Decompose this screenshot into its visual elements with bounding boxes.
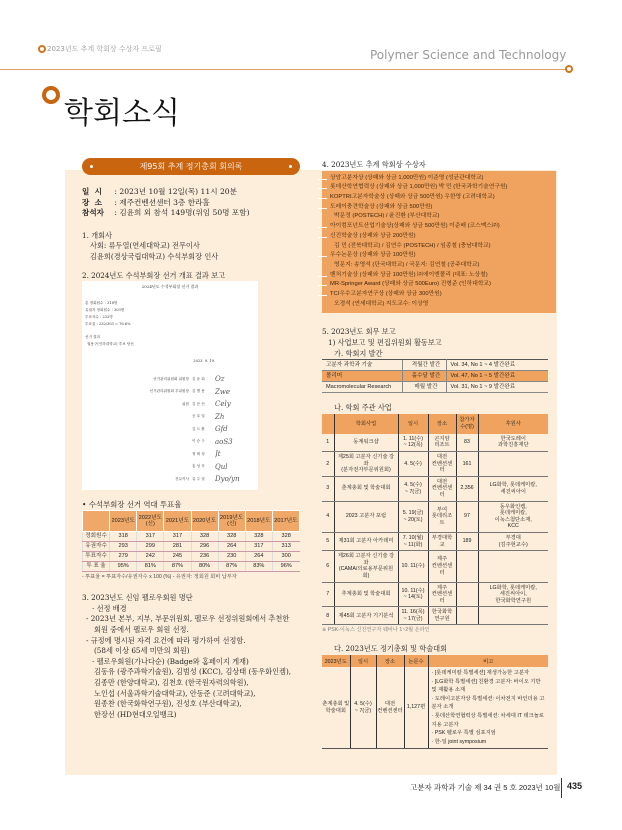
table-cell: 고분자 과학과 기술 [322, 360, 402, 371]
signer-row [85, 398, 255, 411]
signature: Qul [215, 462, 228, 471]
table-cell: 대전 컨벤션센터 [376, 667, 404, 749]
text-line: 사회: 류두열(연세대학교) 전무이사 [90, 241, 200, 251]
text-line: 김종만 (한양대학교), 김천호 (한국원자력의학원), [94, 678, 249, 687]
column-header: 후원사 [478, 414, 548, 434]
table-cell: 추계총회 및 학술대회 [334, 582, 398, 607]
awards-list [322, 171, 556, 314]
column-header: 일시 [398, 414, 428, 434]
table-cell: 80% [191, 562, 218, 572]
table-cell: 제31회 고분자 아카데미 [334, 532, 398, 550]
signer-name: 김 문 선 [192, 401, 205, 406]
table-row [322, 360, 548, 371]
signer-row [85, 473, 255, 486]
note-line: · 롯데산학연협력상 특별세션: 차세대 IT 테크놀로지용 고분자 [431, 713, 544, 728]
note-line: · [LG화학 특별세션] 친환경 고분자: 바이오 기반 및 재활용 소재 [431, 678, 541, 694]
subheading: 나. 학회 주관 사업 [334, 403, 392, 413]
signature: Jt [215, 450, 221, 459]
table-cell: 2,356 [456, 476, 478, 501]
signer-role: 선거관리위원회 위원장 [153, 376, 189, 381]
subheading: 다. 2023년도 정기총회 및 학술대회 [334, 644, 448, 654]
colon: : [112, 197, 120, 207]
table-note: - 투표율 = 투표자수/유권자수 x 100 (%) - 유권자: 정회원 회비 납부자 [82, 574, 237, 581]
table-cell: 328 [245, 532, 272, 542]
column-header: 2023년도 [110, 511, 137, 532]
signer-name: 김 도 환 [192, 426, 205, 431]
text-line: (58세 이상 65세 미만의 회원) [94, 646, 190, 656]
meeting-info [82, 187, 308, 219]
column-header: 학회사업 [334, 414, 398, 434]
footer-issue: 고분자 과학과 기술 제 34 권 5 호 2023년 10월 [410, 783, 561, 792]
table-cell: 5. 19(금) ~ 20(토) [398, 501, 428, 532]
info-label: 장 소 [82, 197, 102, 207]
table-cell: 83 [456, 434, 478, 452]
table-cell: Vol. 47, No 1 ~ 5 발간완료 [446, 371, 548, 382]
column-header: 비고 [428, 655, 548, 667]
journal-table [322, 359, 548, 393]
table-cell: 95% [110, 562, 137, 572]
info-value: 제주컨벤션센터 3층 한라홀 [119, 197, 210, 207]
signer-row [85, 448, 255, 461]
column-header: 참가자 수(명) [456, 414, 478, 434]
table-row [322, 452, 548, 477]
table-cell: 83% [245, 562, 272, 572]
table-cell: LG화학, 롯데케미칼, 세진씨아이 [478, 476, 548, 501]
signer-row [85, 461, 255, 474]
table-cell: Vol. 34, No 1 ~ 4 발간완료 [446, 360, 548, 371]
table-cell: 부여 롯데리조트 [428, 501, 456, 532]
right-column [322, 158, 556, 749]
column-header [322, 414, 334, 434]
table-cell: 245 [164, 552, 191, 562]
info-label: 참석자 [82, 208, 105, 218]
award-item: 우수논문상 (상패와 상금 100만원) [322, 251, 556, 261]
scan-line: 투표율 : 232/303 = 76.6% [85, 322, 131, 327]
column-header: 2020년도 [191, 511, 218, 532]
rule-end-dot-icon [565, 65, 573, 73]
table-cell: 6 [322, 551, 334, 582]
scan-line: 선거 결과 [85, 335, 101, 340]
scan-date: 2023. 9. 19. [193, 359, 215, 364]
column-header: 일시 [350, 655, 376, 667]
kicker-dot-icon [38, 45, 46, 53]
table-cell: 299 [137, 542, 164, 552]
award-item: 벤처기술상 (상패와 상금 100만원) ㈜에이엔폴리 (대표: 노상철) [322, 271, 556, 281]
table-cell: 8 [322, 607, 334, 625]
table-cell: 홀수달 발간 [402, 371, 446, 382]
conference-table [322, 655, 548, 749]
fellows-section [82, 593, 308, 720]
column-header: 2021년도 [164, 511, 191, 532]
table-cell: 87% [218, 562, 245, 572]
page-number: 435 [567, 781, 583, 791]
notes-cell [428, 667, 548, 749]
signer-name: 홍 성 욱 [192, 464, 205, 469]
signer-name: 공 호 열 [192, 414, 205, 419]
signature: Cely [215, 400, 231, 409]
signer-row [85, 411, 255, 424]
text-line: · 펠로우회원(가나다순) (Badge와 홈페이지 게재) [92, 656, 249, 666]
text-line: 한장선 (HD현대오일뱅크) [94, 709, 177, 719]
table-cell [456, 582, 478, 607]
signer-role: 위원 [182, 401, 189, 406]
signer-row [85, 423, 255, 436]
table-cell: 7 [322, 582, 334, 607]
table-cell: 317 [164, 532, 191, 542]
text-line: · 선정 배경 [92, 603, 127, 613]
award-recipients: 오경석 (연세대학교) 지도교수: 이상영 [334, 300, 429, 307]
table-cell: 97 [456, 501, 478, 532]
table-cell: 87% [164, 562, 191, 572]
table-row [83, 542, 300, 552]
table-cell: 3 [322, 476, 334, 501]
table-cell: 매월 발간 [402, 382, 446, 393]
table-row [83, 562, 300, 572]
table-cell: 동계워크샵 [334, 434, 398, 452]
table-note: ※ PSK-이녹스 신진연구자 웨비나 1~2월 온라인 [322, 627, 430, 634]
award-item: 신진학술상 (상패와 상금 200만원) [322, 232, 556, 242]
table-cell: 한국도레이 과학진흥재단 [478, 434, 548, 452]
table-cell: 제45회 고분자 기기분석 [334, 607, 398, 625]
table-cell [456, 607, 478, 625]
table-cell [478, 452, 548, 477]
table-cell: 313 [272, 542, 299, 552]
scan-line: 유권자 정회원수 : 303명 [85, 308, 125, 313]
row-header: 투표자수 [83, 552, 110, 562]
table-cell [456, 551, 478, 582]
table-row [322, 476, 548, 501]
table-row [322, 582, 548, 607]
award-item: 롯데산학연협력상 (상패와 상금 1,000만원) 박 민 (한국과학기술연구원) [322, 183, 556, 193]
table-cell: 293 [110, 542, 137, 552]
table-cell: LG화학, 롯데케미칼, 세진씨아이, 한국화학연구원 [478, 582, 548, 607]
signature: aoS3 [215, 437, 233, 446]
text-line: - 2023년 본부, 지부, 부문위원회, 펠로우 선정위원회에서 추천한 [86, 614, 290, 624]
table-row [322, 434, 548, 452]
column-header: 2017년도 [272, 511, 299, 532]
section-heading: 2. 2024년도 수석부회장 선거 개표 결과 보고 [82, 270, 226, 280]
table-cell: 1. 11(수) ~ 12(목) [398, 434, 428, 452]
section-heading: 5. 2023년도 회무 보고 [322, 327, 396, 337]
table-cell: 동우화인켐, 롯데케미칼, 이녹스첨단소재, KCC [478, 501, 548, 532]
section-heading: 1. 개회사 [82, 230, 112, 240]
table-cell: 10. 11(수) ~ 14(토) [398, 582, 428, 607]
signer-role: 선거관리위원회 부위원장 [149, 389, 189, 394]
table-row [322, 532, 548, 550]
info-row [82, 187, 308, 198]
meeting-banner: 제95회 추계 정기총회 회의록 [82, 158, 300, 175]
signer-list [85, 373, 255, 486]
info-row [82, 198, 308, 209]
table-cell: 춘계총회 및 학술대회 [322, 667, 350, 749]
table-caption: • 수석부회장 선거 역대 투표율 [82, 499, 182, 509]
award-item: KOPTRI고분자학술상 (상패와 상금 500만원) 우한영 (고려대학교) [322, 193, 556, 203]
note-line: · 한-일 joint symposium [431, 738, 487, 745]
signature: Dyo/yn [215, 475, 240, 484]
table-cell: 곤지암 리조트 [428, 434, 456, 452]
signer-row [85, 373, 255, 386]
scan-title: 2024년도 수석부회장 선거 결과 [141, 284, 199, 290]
section-report [322, 327, 556, 359]
table-cell: 328 [272, 532, 299, 542]
text-line: 김윤희(경상국립대학교) 수석부회장 인사 [90, 251, 219, 261]
text-line: 회원 중에서 펠로우 회원 선정. [94, 625, 189, 635]
table-cell: 1,127편 [404, 667, 428, 749]
table-cell: 7. 10(월) ~ 11(화) [398, 532, 428, 550]
info-value: 2023년 10월 12일(목) 11시 20분 [119, 187, 237, 196]
table-cell: 부경대 (김주현교수) [478, 532, 548, 550]
election-result-scan [82, 281, 258, 490]
table-cell: 318 [110, 532, 137, 542]
section-heading: 4. 2023년도 추계 학회상 수상자 [322, 160, 426, 169]
table-row [322, 551, 548, 582]
subheading: 1) 사업보고 및 편집위원회 활동보고 [328, 338, 442, 348]
row-header: 투 표 율 [83, 562, 110, 572]
table-row [322, 667, 548, 749]
signature: Gfd [215, 425, 228, 434]
table-cell: 제26회 고분자 신기술 강좌 (CAMA/의료용부문위원회) [334, 551, 398, 582]
signer-role: 전무이사 [175, 476, 189, 481]
column-header: 2022년도 (신) [137, 511, 164, 532]
header-rule [0, 69, 572, 70]
note-line: · 도레이고분자상 특별세션: 이차전지 바인더용 고분자 소개 [431, 695, 545, 711]
table-cell: 317 [137, 532, 164, 542]
table-row [83, 552, 300, 562]
table-row [322, 382, 548, 393]
ring-icon [42, 86, 60, 104]
table-cell: 대전 컨벤션센터 [428, 452, 456, 477]
table-cell: 10. 11(수) [398, 551, 428, 582]
colon: : [112, 208, 120, 218]
column-header: 2019년도 (신) [218, 511, 245, 532]
table-row [322, 607, 548, 625]
table-cell: 300 [272, 552, 299, 562]
award-item: 도레이충견학술상 (상패와 상금 500만원) [322, 203, 556, 213]
journal-name: Polymer Science and Technology [370, 48, 567, 62]
table-cell: 161 [456, 452, 478, 477]
table-row [322, 501, 548, 532]
signer-row [85, 436, 255, 449]
award-item: MR-Springer Award (상패와 상금 500Euro) 진형준 (인하대학교) [322, 280, 556, 290]
table-cell: 춘계총회 및 학술대회 [334, 476, 398, 501]
signer-name: 이 승 구 [192, 439, 205, 444]
table-cell: 317 [245, 542, 272, 552]
table-cell: 264 [245, 552, 272, 562]
table-cell: 4. 5(수) ~ 7(금) [350, 667, 376, 749]
column-header [83, 511, 110, 532]
table-cell: Macromolecular Research [322, 382, 402, 393]
table-cell: 제25회 고분자 신기술 강좌 (분자전자부문위원회) [334, 452, 398, 477]
table-cell: 236 [191, 552, 218, 562]
table-cell: 279 [110, 552, 137, 562]
info-row [82, 208, 308, 219]
row-header: 유권자수 [83, 542, 110, 552]
signature: Zh [215, 412, 225, 421]
note-line: · PSK 펠로우 특별 심포지엄 [431, 730, 496, 737]
table-row [83, 532, 300, 542]
signer-name: 김 병 용 [192, 389, 205, 394]
column-header: 논문수 [404, 655, 428, 667]
scan-line: 권용구(인하대학교) 후보 당선 [87, 342, 134, 347]
subheading: 가. 학회지 발간 [334, 348, 383, 358]
row-header: 정회원수 [83, 532, 110, 542]
table-cell: 4. 5(수) [398, 452, 428, 477]
table-cell: 281 [164, 542, 191, 552]
table-cell: 2 [322, 452, 334, 477]
award-recipients: 영문지: 송영석 (단국대학교) / 국문지: 김연철 (공주대학교) [334, 261, 480, 268]
table-cell: 대전 컨벤션센터 [428, 476, 456, 501]
signer-name: 정 태 성 [192, 451, 205, 456]
note-line: · [롯데케미칼 특별세션] 재생가능한 고분자 [431, 670, 530, 677]
signer-name: 김 윤 희 [192, 376, 205, 381]
table-cell: 230 [218, 552, 245, 562]
left-column [82, 158, 308, 720]
signature: Oz [215, 375, 225, 384]
table-cell [478, 551, 548, 582]
vote-rate-table [82, 510, 300, 572]
text-line: 원종찬 (한국화학연구원), 진성호 (부산대학교), [94, 699, 242, 709]
award-recipients: 김 민 (전북대학교) / 김연수 (POSTECH) / 임종철 (충남대학교) [334, 242, 491, 249]
table-cell: 189 [456, 532, 478, 550]
page-title: 학회소식 [64, 96, 180, 131]
table-cell [478, 607, 548, 625]
text-line: 김동유 (광주과학기술원), 김범성 (KCC), 김상태 (동우화인켐), [94, 667, 292, 677]
table-cell: 4 [322, 501, 334, 532]
column-header: 장소 [376, 655, 404, 667]
table-row [322, 371, 548, 382]
table-cell: 5 [322, 532, 334, 550]
column-header: 2023년도 [322, 655, 350, 667]
table-cell: 328 [191, 532, 218, 542]
signer-name: 류 두 열 [192, 476, 205, 481]
award-item: 상암고분자상 (상패와 상금 1,000만원) 이준영 (성균관대학교) [322, 174, 556, 184]
table-cell: 한국화학 연구원 [428, 607, 456, 625]
signature: Zwe [215, 387, 230, 396]
award-item: TCI우수고분자연구상 (상패와 상금 300만원) [322, 290, 556, 300]
scan-line: 투표자수 : 232명 [85, 315, 113, 320]
table-cell: Vol. 31, No 1 ~ 9 발간완료 [446, 382, 548, 393]
info-label: 일 시 [82, 187, 102, 196]
table-cell: 96% [272, 562, 299, 572]
column-header: 장소 [428, 414, 456, 434]
table-cell: 11. 16(목) ~ 17(금) [398, 607, 428, 625]
table-cell: 81% [137, 562, 164, 572]
section-opening [82, 231, 308, 263]
table-cell: 부경대학교 [428, 532, 456, 550]
table-cell: 1 [322, 434, 334, 452]
award-recipients: 박문정 (POSTECH) / 윤진환 (부산대학교) [334, 213, 440, 220]
table-cell: 격월간 발간 [402, 360, 446, 371]
award-item: 아이컴포넌트산업기술상(상패와 상금 500만원) 이준배 (코스맥스㈜) [322, 222, 556, 232]
section-heading: 3. 2023년도 신임 펠로우회원 명단 [82, 593, 193, 603]
table-cell: 328 [218, 532, 245, 542]
table-cell: 제주 컨벤션센터 [428, 551, 456, 582]
table-cell: 264 [218, 542, 245, 552]
scan-line: 총 정회원수 : 318명 [85, 301, 118, 306]
info-value: 김윤희 외 참석 149명(위임 50명 포함) [119, 208, 250, 218]
table-cell: 296 [191, 542, 218, 552]
table-cell: 제주 컨벤션센터 [428, 582, 456, 607]
signer-row [85, 386, 255, 399]
table-cell: 2023 고분자 포럼 [334, 501, 398, 532]
colon: : [112, 187, 120, 196]
text-line: 노인섭 (서울과학기술대학교), 안동준 (고려대학교), [94, 688, 256, 698]
footer-divider [561, 778, 562, 798]
table-cell: 242 [137, 552, 164, 562]
section-kicker: 2023년도 추계 학회상 수상자 프로필 [47, 45, 162, 53]
column-header: 2018년도 [245, 511, 272, 532]
text-line: - 규정에 명시된 자격 요건에 따라 평가하여 선정함. [86, 635, 246, 645]
table-cell: 4. 5(수) ~ 7(금) [398, 476, 428, 501]
events-table [322, 414, 548, 626]
table-cell: 폴리머 [322, 371, 402, 382]
